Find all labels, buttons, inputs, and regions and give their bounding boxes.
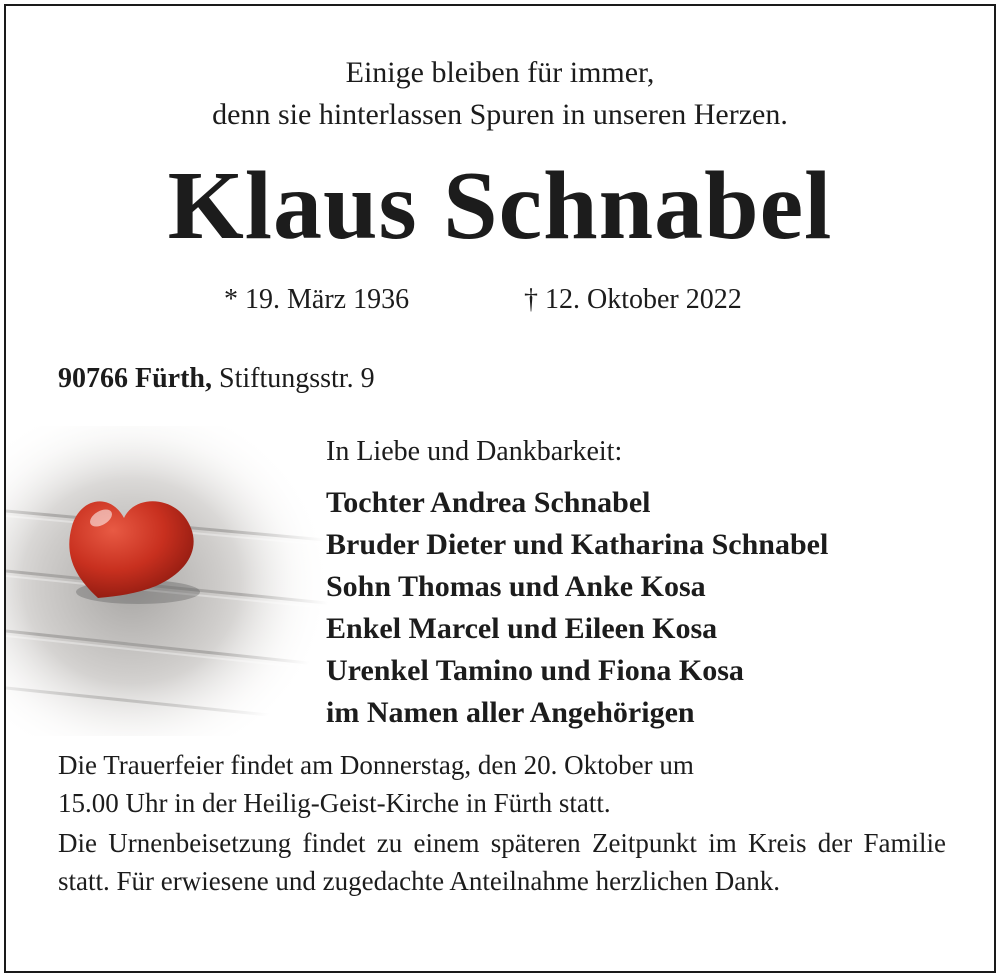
address: [58, 361, 375, 397]
thanks-intro: In Liebe und Dankbarkeit:: [326, 436, 623, 467]
family-member: Sohn Thomas und Anke Kosa: [326, 570, 706, 603]
family-member: Urenkel Tamino und Fiona Kosa: [326, 654, 744, 687]
ceremony-line-2: 15.00 Uhr in der Heilig-Geist-Kirche in Fürth statt.: [58, 788, 611, 818]
ceremony-info: [58, 746, 946, 822]
family-member: Bruder Dieter und Katharina Schnabel: [326, 528, 829, 561]
motto-line-1: Einige bleiben für immer,: [345, 56, 655, 89]
motto-line-2: denn sie hinterlassen Spuren in unseren Herzen.: [212, 98, 788, 131]
deceased-name: Klaus Schnabel: [167, 152, 833, 260]
heart-photo: [6, 426, 336, 736]
death-date: † 12. Oktober 2022: [524, 284, 742, 315]
family-member: Enkel Marcel und Eileen Kosa: [326, 612, 718, 645]
address-street: Stiftungsstr. 9: [212, 363, 375, 394]
ceremony-line-1: Die Trauerfeier findet am Donnerstag, den 20. Oktober um: [58, 750, 694, 780]
family-member: Tochter Andrea Schnabel: [326, 486, 651, 519]
birth-date: * 19. März 1936: [224, 284, 410, 315]
motto: [6, 52, 994, 136]
address-city: 90766 Fürth,: [58, 363, 212, 394]
family-list: [326, 482, 828, 734]
burial-info: Die Urnenbeisetzung findet zu einem späteren Zeitpunkt im Kreis der Familie statt. Für erwiesene und zugedachte Anteilnahme herzlichen Dank.: [58, 828, 946, 896]
obituary-notice: [4, 4, 996, 973]
family-member: im Namen aller Angehörigen: [326, 696, 695, 729]
